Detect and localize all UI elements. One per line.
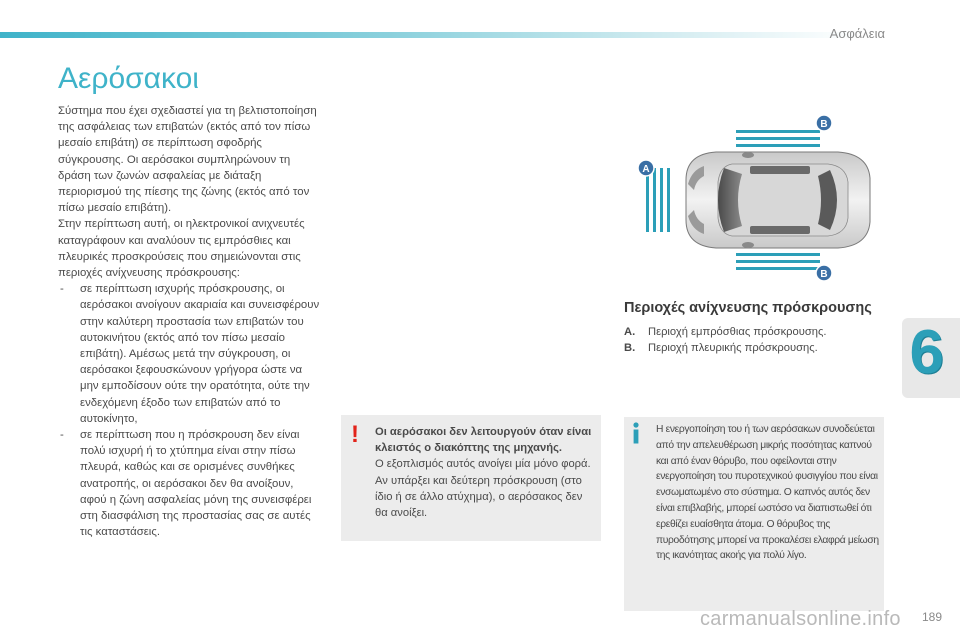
warning-text (375, 424, 595, 521)
list-item: - σε περίπτωση ισχυρής πρόσκρουσης, οι αερόσακοι ανοίγουν ακαριαία και συνεισφέρουν στην καλύτερη προστασία των επιβατών του αυτοκινήτου (εκτός από τον πίσω μεσαίο επιβάτη). Αμέσως μετά την σύγκρουση, οι αερόσακοι ξεφουσκώνουν γρήγορα ώστε να μην εμποδίσουν ούτε την ορατότητα, ούτε την ενδεχόμενη έξοδο των επιβατών από το αυτοκίνητο, (58, 281, 320, 427)
region-key: B. (624, 342, 636, 355)
regions-list (624, 324, 884, 356)
intro-paragraph-2: Στην περίπτωση αυτή, οι ηλεκτρονικοί ανιχνευτές καταγράφουν και αναλύουν τις εμπρόσθιες και πλευρικές προσκρούσεις που σημειώνονται στις περιοχές ανίχνευσης πρόσκρουσης: (58, 218, 305, 280)
regions-title: Περιοχές ανίχνευσης πρόσκρουσης (624, 300, 872, 316)
svg-text:B: B (820, 119, 828, 130)
impact-list (58, 281, 320, 540)
badge-b-top (816, 115, 832, 131)
front-zone-stripes (646, 168, 670, 232)
header-accent-bar (0, 32, 860, 38)
chapter-number: 6 (909, 318, 944, 387)
page-title: Αερόσακοι (58, 62, 199, 95)
list-item (624, 340, 884, 356)
badge-a (638, 160, 654, 176)
region-text: Περιοχή εμπρόσθιας πρόσκρουσης. (648, 326, 827, 338)
main-text-column (58, 103, 320, 540)
page-number: 189 (921, 610, 942, 624)
warning-box (341, 415, 601, 541)
info-box (624, 417, 884, 611)
watermark: carmanualsonline.info (700, 608, 901, 630)
info-text: Η ενεργοποίηση του ή των αερόσακων συνοδεύεται από την απελευθέρωση μικρής ποσότητας καπνού και από έναν θόρυβο, που οφείλονται στην ενεργοποίηση του πυροτεχνικού φυσιγγίου που είναι ενσωματωμένο στο σύστημα. Ο καπνός αυτός δεν είναι επιβλαβής, μπορεί ωστόσο να διαπιστωθεί ότι ερεθίζει ευαίσθητα άτομα. Ο θόρυβος της πυροδότησης μπορεί να προκαλέσει ελαφρά μείωση της ικανότητας ακοής για πολύ λίγο. (656, 424, 879, 562)
side-zone-bottom-stripes (736, 253, 820, 270)
region-text: Περιοχή πλευρικής πρόσκρουσης. (648, 342, 818, 355)
list-item: - σε περίπτωση που η πρόσκρουση δεν είναι πολύ ισχυρή ή το χτύπημα είναι στην πίσω πλευρά, καθώς και σε ορισμένες συνθήκες ανατροπής, οι αερόσακοι δεν θα ανοίξουν, αφού η ζώνη ασφαλείας μόνη της συνεισφέρει στη διασφάλιση της προστασίας σας σε αυτές τις καταστάσεις. (58, 427, 320, 540)
car-top-view (686, 152, 870, 248)
info-icon (626, 421, 646, 445)
warning-icon: ! (351, 421, 359, 448)
warning-body-text: Ο εξοπλισμός αυτός ανοίγει μία μόνο φορά. Αν υπάρξει και δεύτερη πρόσκρουση (στο ίδιο ή σε άλλο ατύχημα), ο αερόσακος δεν θα ανοίξει. (375, 458, 591, 520)
warning-bold-text: Οι αερόσακοι δεν λειτουργούν όταν είναι κλειστός ο διακόπτης της μηχανής. (375, 426, 592, 455)
side-zone-top-stripes (736, 130, 820, 147)
svg-text:B: B (820, 269, 828, 280)
svg-text:A: A (642, 164, 650, 175)
badge-b-bottom (816, 265, 832, 281)
intro-paragraph-1: Σύστημα που έχει σχεδιαστεί για τη βελτιστοποίηση της ασφάλειας των επιβατών (εκτός από τον πίσω μεσαίο επιβάτη) σε περίπτωση σφοδρής σύγκρουσης. Οι αερόσακοι συμπληρώνουν τη δράση των ζωνών ασφαλείας με διάταξη περιορισμού της πίεσης της ζώνης (εκτός από τον πίσω μεσαίο επιβάτη). (58, 105, 317, 215)
section-title: Ασφάλεια (829, 26, 885, 41)
region-key: A. (624, 326, 636, 338)
detection-zones-figure (624, 110, 882, 290)
list-item (624, 324, 884, 340)
